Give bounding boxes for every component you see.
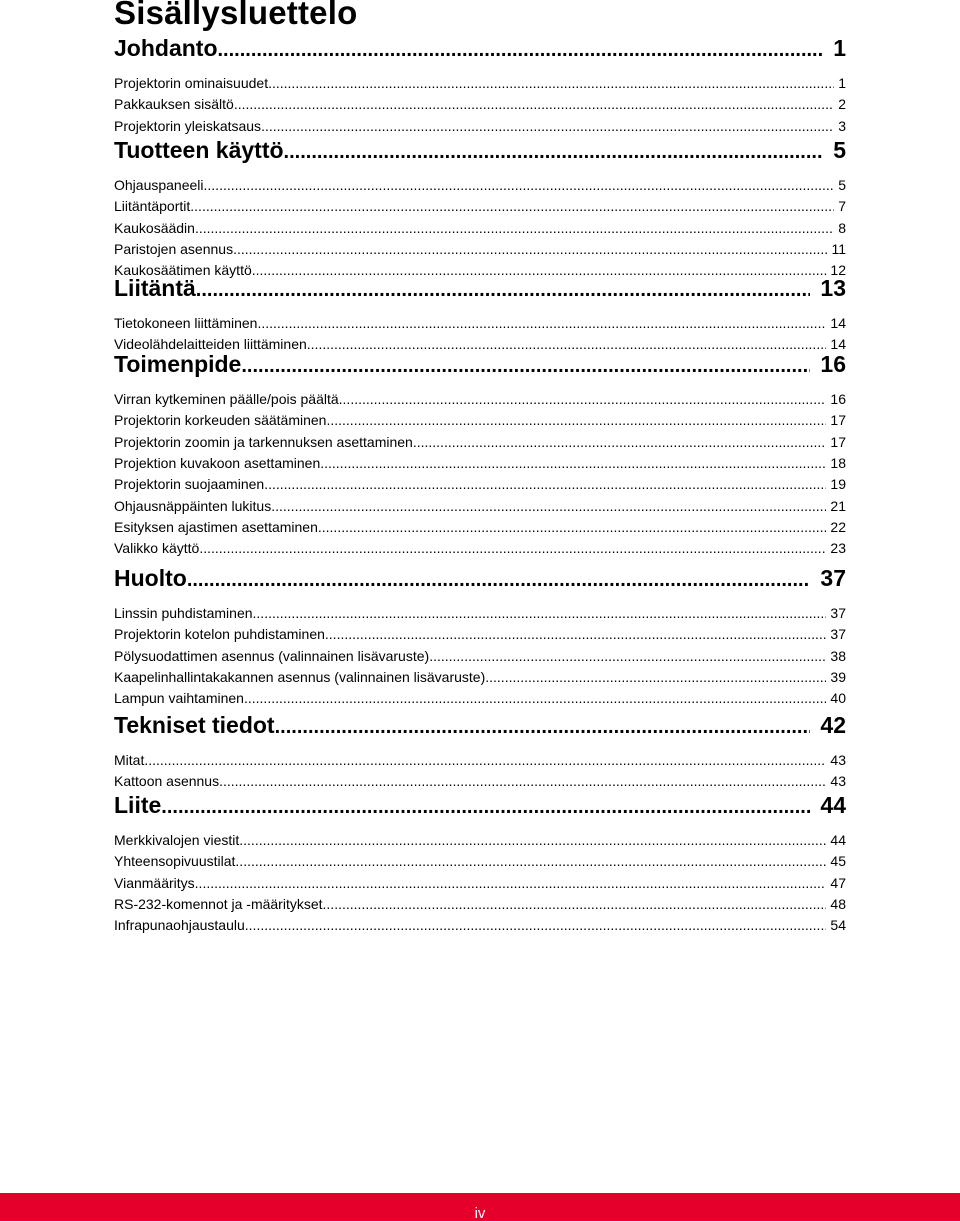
toc-entry-page: 19 [830,476,846,493]
dot-leader [271,498,826,514]
dot-leader [320,455,826,471]
dot-leader [195,875,827,891]
page-number: iv [474,1205,486,1222]
toc-entry-title: Vianmääritys [114,874,195,891]
toc-entry-page: 37 [830,626,846,643]
toc-entry-title: RS-232-komennot ja -määritykset [114,895,323,912]
toc-section-entry[interactable] [114,35,846,62]
dot-leader [485,669,826,685]
toc-entry-title: Projektion kuvakoon asettaminen [114,454,321,471]
toc-entry-title: Liitäntäportit [114,198,191,215]
dot-leader [144,752,826,768]
toc-entry-page: 48 [830,895,846,912]
toc-entry-title: Kattoon asennus [114,773,220,790]
toc-entry-page: 11 [831,240,846,257]
toc-entry-page: 23 [830,540,846,557]
dot-leader [218,39,824,62]
toc-entry[interactable] [114,241,846,257]
table-of-contents [114,0,846,960]
toc-entry-page: 37 [830,605,846,621]
toc-entry-title: Projektorin yleiskatsaus [114,117,262,134]
toc-entry-title: Kaukosäädin [114,219,195,236]
toc-entry-page: 8 [838,219,846,236]
dot-leader [264,476,826,492]
dot-leader [429,648,826,664]
toc-entry-page: 43 [830,773,846,790]
toc-entry-title: Projektorin kotelon puhdistaminen [114,626,325,643]
toc-entry-page: 17 [830,433,846,450]
dot-leader [233,241,827,257]
toc-entry[interactable] [114,875,846,891]
toc-section-page: 16 [820,351,846,377]
toc-section-entry[interactable] [114,565,846,592]
toc-section-page: 42 [820,712,846,738]
toc-entry-page: 3 [838,117,846,134]
toc-entry-page: 17 [830,412,846,429]
toc-section-page: 1 [833,35,846,61]
toc-entry[interactable] [114,540,846,556]
dot-leader [204,177,835,193]
toc-entry[interactable] [114,498,846,514]
toc-entry-page: 47 [830,874,846,891]
toc-entry[interactable] [114,832,846,848]
toc-section-page: 5 [833,137,846,163]
toc-entry-title: Esityksen ajastimen asettaminen [114,518,318,535]
dot-leader [199,540,826,556]
toc-entry-page: 54 [830,917,846,934]
dot-leader [219,773,826,789]
toc-entry[interactable] [114,626,846,642]
toc-entry[interactable] [114,391,846,407]
toc-entry-page: 38 [830,647,846,664]
toc-entry-title: Valikko käyttö [114,540,200,557]
dot-leader [187,569,811,592]
dot-leader [241,355,810,378]
toc-section-entry[interactable] [114,792,846,819]
dot-leader [325,626,827,642]
toc-entry[interactable] [114,220,846,236]
toc-section-entry[interactable] [114,137,846,164]
toc-entry-page: 43 [830,752,846,768]
dot-leader [261,118,834,134]
toc-entry-page: 21 [830,497,846,514]
toc-entry-title: Paristojen asennus [114,240,234,257]
dot-leader [245,917,827,933]
toc-entry-title: Yhteensopivuustilat [114,853,236,870]
toc-entry[interactable] [114,315,846,331]
dot-leader [318,519,827,535]
toc-entry[interactable] [114,605,846,621]
toc-entry[interactable] [114,118,846,134]
toc-entry[interactable] [114,690,846,706]
toc-entry-title: Kaapelinhallintakakannen asennus (valinnainen lisävaruste) [114,668,486,685]
toc-section-title: Huolto [114,565,187,591]
toc-entry-title: Projektorin suojaaminen [114,476,265,493]
toc-entry-title: Virran kytkeminen päälle/pois päältä [114,391,339,407]
toc-entry-page: 45 [830,853,846,870]
toc-entry-page: 2 [838,96,846,113]
toc-section-title: Liite [114,792,162,818]
toc-entry[interactable] [114,75,846,91]
toc-entry-page: 14 [830,315,846,331]
toc-section-page: 44 [820,792,846,818]
toc-entry[interactable] [114,455,846,471]
dot-leader [307,336,827,352]
toc-section-title: Liitäntä [114,275,196,301]
toc-entry[interactable] [114,648,846,664]
toc-entry-page: 16 [830,391,846,407]
toc-entry-page: 44 [830,832,846,848]
toc-entry-page: 12 [830,262,846,279]
toc-entry-page: 14 [830,336,846,353]
toc-entry[interactable] [114,412,846,428]
dot-leader [239,832,826,848]
toc-entry-title: Projektorin ominaisuudet [114,75,269,91]
toc-section-entry[interactable] [114,712,846,739]
dot-leader [196,279,811,302]
toc-entry-title: Ohjauspaneeli [114,177,204,193]
toc-entry-title: Infrapunaohjaustaulu [114,917,245,934]
dot-leader [244,690,826,706]
toc-section-page: 37 [820,565,846,591]
toc-entry-title: Mitat [114,752,145,768]
dot-leader [161,796,810,819]
dot-leader [195,220,834,236]
dot-leader [275,716,811,739]
toc-entry[interactable] [114,752,846,768]
toc-entry-page: 7 [838,198,846,215]
dot-leader [190,198,834,214]
toc-section-page: 13 [820,275,846,301]
dot-leader [257,315,826,331]
toc-entry[interactable] [114,96,846,112]
toc-entry[interactable] [114,198,846,214]
toc-entry[interactable] [114,773,846,789]
toc-section-entry[interactable] [114,275,846,302]
toc-entry[interactable] [114,917,846,933]
toc-entry-page: 18 [830,454,846,471]
toc-entry-title: Linssin puhdistaminen [114,605,253,621]
toc-section-title: Toimenpide [114,351,242,377]
dot-leader [268,75,834,91]
toc-entry-page: 5 [838,177,846,193]
toc-section-title: Tuotteen käyttö [114,137,284,163]
dot-leader [284,141,824,164]
toc-entry-title: Ohjausnäppäinten lukitus [114,497,272,514]
dot-leader [326,412,826,428]
toc-section-title: Tekniset tiedot [114,712,275,738]
toc-entry-title: Pakkauksen sisältö [114,96,234,113]
toc-entry[interactable] [114,434,846,450]
toc-entry-title: Projektorin zoomin ja tarkennuksen asettaminen [114,433,413,450]
dot-leader [235,853,826,869]
dot-leader [253,605,827,621]
toc-entry[interactable] [114,669,846,685]
toc-entry[interactable] [114,177,846,193]
dot-leader [339,391,827,407]
page-title: Sisällysluettelo [114,0,358,31]
toc-section-title: Johdanto [114,35,218,61]
dot-leader [234,96,834,112]
toc-entry-page: 1 [838,75,846,91]
toc-entry-title: Lampun vaihtaminen [114,690,244,707]
toc-entry-title: Videolähdelaitteiden liittäminen [114,336,307,353]
dot-leader [323,896,827,912]
toc-entry[interactable] [114,896,846,912]
toc-entry-page: 39 [830,668,846,685]
toc-entry-title: Pölysuodattimen asennus (valinnainen lisävaruste) [114,647,430,664]
toc-entry-page: 22 [830,518,846,535]
toc-entry-page: 40 [830,690,846,707]
toc-entry[interactable] [114,476,846,492]
toc-section-entry[interactable] [114,351,846,378]
toc-entry[interactable] [114,336,846,352]
toc-entry[interactable] [114,853,846,869]
dot-leader [413,434,827,450]
toc-entry-title: Tietokoneen liittäminen [114,315,258,331]
toc-entry-title: Projektorin korkeuden säätäminen [114,412,327,429]
toc-entry-title: Kaukosäätimen käyttö [114,262,252,279]
toc-entry-title: Merkkivalojen viestit [114,832,240,848]
toc-entry[interactable] [114,519,846,535]
